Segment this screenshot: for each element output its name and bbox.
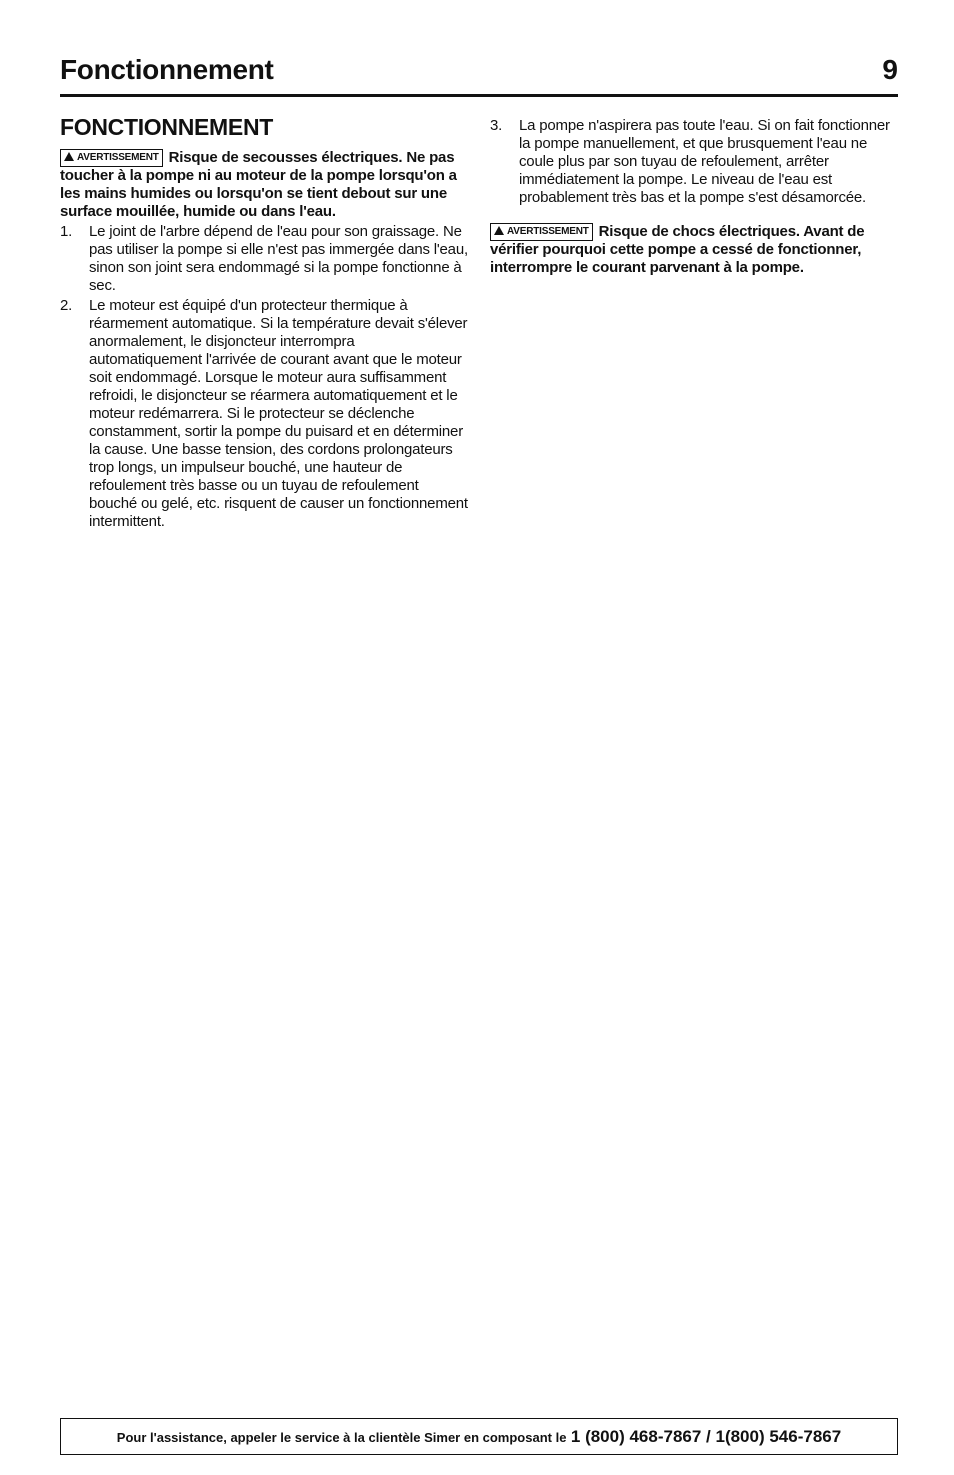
list-item-number: 2.	[60, 297, 73, 314]
list-item-number: 3.	[490, 117, 503, 134]
section-title: FONCTIONNEMENT	[60, 114, 274, 140]
warning-block-2	[490, 223, 900, 277]
footer-text: Pour l'assistance, appeler le service à la clientèle Simer en composant le	[116, 1430, 567, 1445]
warning-text-2: Risque de chocs électriques. Avant de vérifier pourquoi cette pompe a cessé de fonctionner, interrompre le courant parvenant à la pompe.	[490, 223, 865, 276]
list-item-number: 1.	[60, 223, 73, 240]
warning-triangle-icon	[494, 226, 504, 235]
list-item	[60, 297, 470, 531]
list-item-text: La pompe n'aspirera pas toute l'eau. Si on fait fonctionner la pompe manuellement, et que brusquement l'eau ne coule plus par son tuyau de refoulement, arrêter immédiatement la pompe. Le niveau de l'eau est probablement très bas et la pompe s'est désamorcée.	[519, 117, 890, 206]
page-title: Fonctionnement	[60, 54, 274, 85]
warning-triangle-icon	[64, 152, 74, 161]
page-header	[60, 54, 898, 97]
warning-badge	[60, 149, 163, 167]
warning-badge-label: AVERTISSEMENT	[77, 152, 159, 163]
warning-block-1	[60, 149, 470, 221]
list-item	[490, 117, 900, 207]
warning-badge	[490, 223, 593, 241]
page-number: 9	[882, 54, 898, 85]
steps-list-left	[60, 223, 470, 531]
list-item	[60, 223, 470, 295]
footer-phone: 1 (800) 468-7867 / 1(800) 546-7867	[570, 1427, 842, 1446]
right-column	[490, 117, 900, 279]
left-column	[60, 113, 470, 533]
list-item-text: Le moteur est équipé d'un protecteur thermique à réarmement automatique. Si la température devait s'élever anormalement, le disjoncteur interrompra automatiquement l'arrivée de courant avant que le moteur soit endommagé. Lorsque le moteur aura suffisamment refroidi, le disjoncteur se réarmera automatiquement et le moteur redémarrera. Si le protecteur se déclenche constamment, sortir la pompe du puisard et en déterminer la cause. Une basse tension, des cordons prolongateurs trop longs, un impulseur bouché, une hauteur de refoulement très basse ou un tuyau de refoulement bouché ou gelé, etc. risquent de causer un fonctionnement intermittent.	[89, 297, 468, 530]
footer-support-box	[60, 1418, 898, 1455]
warning-text-1: Risque de secousses électriques. Ne pas toucher à la pompe ni au moteur de la pompe lorsqu'on a les mains humides ou lorsqu'on se tient debout sur une surface mouillée, humide ou dans l'eau.	[60, 149, 457, 220]
steps-list-right	[490, 117, 900, 207]
warning-badge-label: AVERTISSEMENT	[507, 226, 589, 237]
list-item-text: Le joint de l'arbre dépend de l'eau pour son graissage. Ne pas utiliser la pompe si elle n'est pas immergée dans l'eau, sinon son joint sera endommagé si la pompe fonctionne à sec.	[89, 223, 468, 294]
